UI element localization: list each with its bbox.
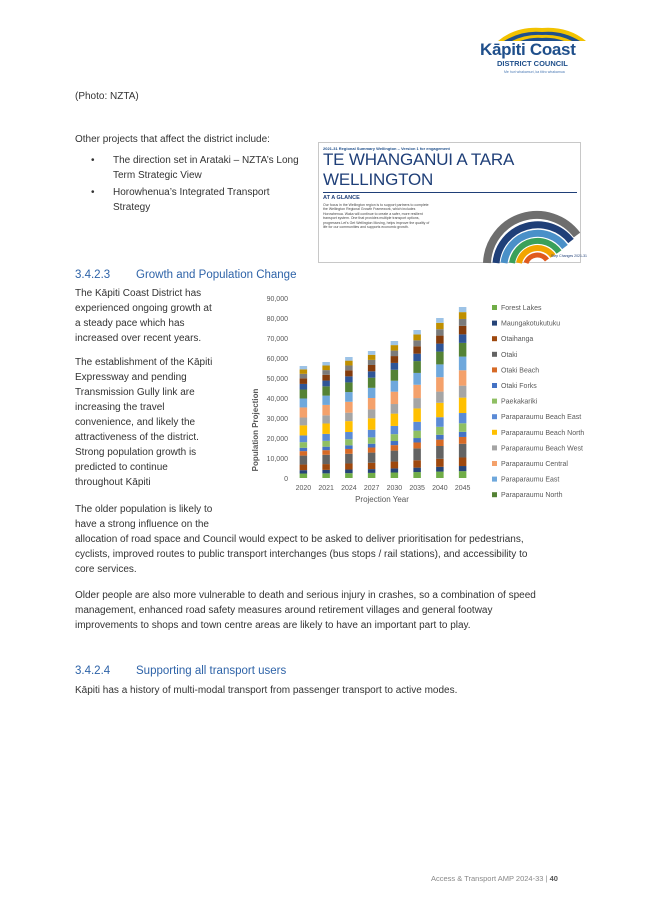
bar-segment	[413, 431, 421, 438]
bar-segment	[322, 405, 330, 415]
bar-segment	[391, 363, 399, 370]
thumbnail-badge: Step Changes 2021-31	[551, 254, 587, 258]
bar-segment	[368, 378, 376, 388]
bar-segment	[413, 422, 421, 431]
bar-segment	[322, 455, 330, 464]
legend-swatch	[492, 383, 497, 388]
bar-segment	[413, 330, 421, 334]
bar-segment	[459, 444, 467, 458]
bar-segment	[300, 384, 308, 390]
section-number: 3.4.2.3	[75, 269, 111, 281]
bar-segment	[413, 442, 421, 448]
list-item: • Horowhenua’s Integrated Transport Strategy	[91, 187, 270, 213]
bar-segment	[413, 468, 421, 472]
photo-credit: (Photo: NZTA)	[75, 91, 139, 102]
y-tick-label: 40,000	[266, 396, 288, 403]
legend-swatch	[492, 445, 497, 450]
footer-document-title: Access & Transport AMP 2024-33	[431, 874, 544, 883]
bar-segment	[391, 356, 399, 363]
chart-svg	[244, 288, 596, 511]
bar-segment	[368, 409, 376, 418]
bar-segment	[391, 468, 399, 472]
bar-segment	[300, 418, 308, 426]
bar-segment	[459, 471, 467, 478]
legend-swatch	[492, 399, 497, 404]
bar-segment	[345, 463, 353, 469]
section-title: Growth and Population Change	[136, 269, 297, 281]
legend-swatch	[492, 461, 497, 466]
thumbnail-body: Our focus in the Wellington region is to support partners to complete the Wellington Regional Growth Framework, which includes Horowhenua. Waka will continue to create a safer, more resilient transport system. One that provides multiple transport options, progresses Let’s Get Wellington Moving, helps improve the quality of life for our communities and supports economic growth.	[323, 203, 430, 230]
bar-segment	[322, 473, 330, 478]
footer-separator: |	[545, 874, 548, 883]
legend-swatch	[492, 367, 497, 372]
bar-segment	[368, 437, 376, 443]
bar-segment	[368, 398, 376, 409]
legend-label: Paraparaumu Beach West	[501, 445, 583, 453]
bar-segment	[345, 357, 353, 361]
y-tick-label: 50,000	[266, 376, 288, 383]
bar-segment	[322, 365, 330, 370]
projects-intro: Other projects that affect the district include:	[75, 134, 270, 145]
growth-paragraph-3: The older population is likely to have a strong influence on the	[75, 504, 213, 530]
bar-segment	[322, 447, 330, 450]
legend-swatch	[492, 492, 497, 497]
bar-segment	[436, 417, 444, 427]
bar-segment	[391, 345, 399, 350]
bar-segment	[368, 448, 376, 453]
legend-swatch	[492, 477, 497, 482]
bar-segment	[391, 414, 399, 426]
bar-segment	[345, 370, 353, 376]
bar-segment	[345, 413, 353, 421]
bar-segment	[459, 312, 467, 319]
bar-segment	[413, 398, 421, 408]
bar-segment	[322, 381, 330, 387]
page-footer	[431, 874, 558, 883]
bar-segment	[436, 459, 444, 467]
transport-paragraph: Kāpiti has a history of multi-modal transport from passenger transport to active modes.	[75, 685, 458, 696]
bar-segment	[459, 432, 467, 437]
bar-segment	[345, 402, 353, 413]
bar-segment	[436, 364, 444, 377]
bar-segment	[413, 408, 421, 421]
bar-segment	[436, 329, 444, 335]
bar-segment	[436, 323, 444, 329]
legend-swatch	[492, 414, 497, 419]
legend-label: Otaki Beach	[501, 367, 540, 375]
y-tick-label: 90,000	[266, 296, 288, 303]
logo-tagline: Me huri whakamuri, ka titiro whakamua	[504, 70, 565, 74]
bar-segment	[391, 434, 399, 441]
bar-segment	[436, 403, 444, 417]
x-tick-label: 2021	[318, 485, 334, 492]
growth-paragraph-4: Older people are also more vulnerable to death and serious injury in crashes, so a combination of speed management, enhanced road safety measures around retirement villages and general footway improvements to shops and town centre areas are likely to have an important part to play.	[75, 590, 536, 631]
bar-segment	[391, 441, 399, 445]
page-number: 40	[549, 874, 558, 883]
bar-segment	[345, 365, 353, 370]
x-tick-label: 2045	[454, 485, 471, 492]
bar-segment	[322, 415, 330, 423]
bar-segment	[391, 392, 399, 404]
bar-segment	[436, 377, 444, 391]
bar-segment	[391, 445, 399, 450]
bar-segment	[413, 472, 421, 478]
bar-segment	[459, 457, 467, 466]
bar-segment	[391, 370, 399, 381]
bar-segment	[436, 352, 444, 365]
bar-segment	[322, 362, 330, 365]
bar-segment	[300, 369, 308, 373]
bar-segment	[345, 439, 353, 445]
legend-swatch	[492, 321, 497, 326]
bar-segment	[322, 441, 330, 447]
legend-label: Otaki Forks	[501, 383, 537, 390]
bar-segment	[391, 426, 399, 434]
bar-segment	[459, 357, 467, 371]
bar-segment	[322, 370, 330, 375]
bar-segment	[300, 442, 308, 448]
logo-subtitle: DISTRICT COUNCIL	[497, 59, 568, 68]
bar-segment	[368, 388, 376, 398]
bar-segment	[459, 334, 467, 343]
bullet-icon: •	[91, 155, 95, 166]
bar-segment	[459, 423, 467, 432]
thumbnail-glance-heading: AT A GLANCE	[323, 195, 360, 201]
bar-segment	[345, 432, 353, 439]
bar-segment	[345, 376, 353, 382]
bar-segment	[459, 386, 467, 398]
bar-segment	[413, 438, 421, 442]
bar-segment	[413, 385, 421, 398]
legend-swatch	[492, 352, 497, 357]
bar-segment	[368, 351, 376, 355]
bar-segment	[436, 435, 444, 440]
growth-paragraph-2: The establishment of the Kāpiti Expressway and pending Transmission Gully link are increasing the travel convenience, and likely the attractiveness of the district. Strong population growth is predicted to continue throughout Kāpiti	[75, 357, 213, 488]
legend-label: Paraparaumu Central	[501, 461, 568, 468]
bar-segment	[368, 453, 376, 463]
legend-label: Paraparaumu Beach North	[501, 429, 585, 437]
bar-segment	[436, 344, 444, 352]
projects-list	[91, 153, 303, 217]
bar-segment	[322, 434, 330, 441]
bar-segment	[368, 360, 376, 365]
y-tick-label: 70,000	[266, 336, 288, 343]
bar-segment	[368, 371, 376, 377]
bar-segment	[368, 430, 376, 438]
bar-segment	[413, 361, 421, 373]
bullet-icon: •	[91, 187, 95, 198]
bar-segment	[345, 421, 353, 432]
bar-segment	[436, 446, 444, 459]
bar-segment	[436, 392, 444, 403]
section-heading-growth	[75, 268, 296, 283]
legend-label: Otaihanga	[501, 336, 534, 344]
chart-x-axis-label: Projection Year	[355, 495, 409, 504]
x-tick-label: 2024	[341, 485, 357, 492]
bar-segment	[300, 451, 308, 455]
section-heading-transport	[75, 664, 286, 679]
bar-segment	[413, 460, 421, 467]
bar-segment	[300, 465, 308, 471]
bar-segment	[459, 307, 467, 312]
thumbnail-title-line1: TE WHANGANUI A TARA	[323, 150, 515, 169]
bar-segment	[391, 381, 399, 392]
bar-segment	[413, 448, 421, 460]
bar-segment	[459, 437, 467, 444]
legend-label: Forest Lakes	[501, 305, 542, 312]
bar-segment	[322, 396, 330, 405]
legend-label: Paekakariki	[501, 398, 538, 406]
bar-segment	[368, 418, 376, 429]
bar-segment	[300, 425, 308, 435]
bar-segment	[300, 456, 308, 465]
bar-segment	[300, 398, 308, 407]
legend-label: Paraparaumu North	[501, 492, 563, 500]
legend-swatch	[492, 430, 497, 435]
bar-segment	[459, 319, 467, 326]
bar-segment	[300, 435, 308, 442]
bar-segment	[345, 470, 353, 474]
legend-label: Maungakotukutuku	[501, 320, 561, 328]
regional-summary-thumbnail	[318, 142, 587, 263]
bar-segment	[345, 445, 353, 449]
legend-label: Paraparaumu East	[501, 476, 560, 484]
bar-segment	[345, 449, 353, 454]
bar-segment	[345, 361, 353, 366]
bar-segment	[345, 454, 353, 464]
bar-segment	[368, 473, 376, 478]
bar-segment	[391, 404, 399, 414]
bar-segment	[322, 450, 330, 455]
bar-segment	[300, 407, 308, 417]
bar-segment	[391, 451, 399, 462]
bar-segment	[300, 378, 308, 384]
bar-segment	[391, 341, 399, 345]
list-item: • The direction set in Arataki – NZTA’s Long Term Strategic View	[91, 155, 299, 181]
legend-swatch	[492, 305, 497, 310]
bar-segment	[459, 466, 467, 471]
bar-segment	[459, 370, 467, 385]
bar-segment	[391, 462, 399, 469]
bar-segment	[300, 474, 308, 478]
bar-segment	[368, 463, 376, 469]
bar-segment	[413, 346, 421, 353]
growth-paragraph-1: The Kāpiti Coast District has experienced ongoing growth at a steady pace which has increased over recent years.	[75, 288, 212, 344]
y-tick-label: 0	[284, 476, 288, 483]
y-tick-label: 10,000	[266, 456, 288, 463]
section-number: 3.4.2.4	[75, 665, 111, 677]
population-projection-chart	[244, 288, 596, 511]
chart-y-axis-label: Population Projection	[251, 388, 260, 472]
logo-name: Kāpiti Coast	[480, 40, 576, 59]
bar-segment	[345, 392, 353, 402]
bar-segment	[459, 398, 467, 413]
x-tick-label: 2020	[295, 485, 312, 492]
bar-segment	[413, 340, 421, 346]
bar-segment	[368, 469, 376, 473]
bar-segment	[322, 386, 330, 395]
bar-segment	[436, 336, 444, 344]
bar-segment	[322, 423, 330, 433]
thumbnail-divider	[323, 192, 577, 193]
bar-segment	[322, 470, 330, 473]
y-tick-label: 30,000	[266, 416, 288, 423]
thumbnail-header: 2021-31 Regional Summary Wellington – Version 1 for engagement	[323, 146, 450, 151]
bar-segment	[391, 351, 399, 356]
y-tick-label: 80,000	[266, 316, 288, 323]
bar-segment	[300, 470, 308, 473]
bar-segment	[413, 354, 421, 361]
step-changes-rainbow-graphic	[479, 195, 587, 263]
bar-segment	[459, 413, 467, 423]
bar-segment	[322, 464, 330, 470]
legend-swatch	[492, 336, 497, 341]
bar-segment	[345, 382, 353, 392]
x-tick-label: 2040	[432, 485, 448, 492]
bar-segment	[322, 375, 330, 381]
x-tick-label: 2035	[409, 485, 425, 492]
y-tick-label: 60,000	[266, 356, 288, 363]
section-title: Supporting all transport users	[136, 665, 287, 677]
bar-segment	[300, 366, 308, 369]
thumbnail-title-line2: WELLINGTON	[323, 170, 434, 189]
bar-segment	[413, 373, 421, 385]
bar-segment	[300, 448, 308, 451]
bar-segment	[436, 472, 444, 478]
bar-segment	[436, 318, 444, 323]
x-tick-label: 2027	[363, 485, 380, 492]
y-tick-label: 20,000	[266, 436, 288, 443]
legend-label: Otaki	[501, 351, 518, 359]
council-logo	[476, 24, 594, 80]
bar-segment	[300, 374, 308, 378]
x-tick-label: 2030	[386, 485, 403, 492]
bar-segment	[436, 440, 444, 446]
bar-segment	[436, 467, 444, 472]
bar-segment	[413, 334, 421, 340]
bar-segment	[368, 355, 376, 360]
bar-segment	[300, 390, 308, 399]
bar-segment	[345, 473, 353, 478]
bar-segment	[459, 343, 467, 357]
bar-segment	[436, 427, 444, 435]
bar-segment	[391, 473, 399, 478]
bar-segment	[368, 444, 376, 448]
legend-label: Paraparaumu Beach East	[501, 414, 582, 422]
bar-segment	[368, 365, 376, 371]
growth-paragraph-3-continued: allocation of road space and Council would expect to be asked to deliver prioritisation for pedestrians, cyclists, improved routes to public transport interchanges (bus stops / rail stations), and accessibility to core services.	[75, 534, 528, 575]
bar-segment	[459, 326, 467, 335]
